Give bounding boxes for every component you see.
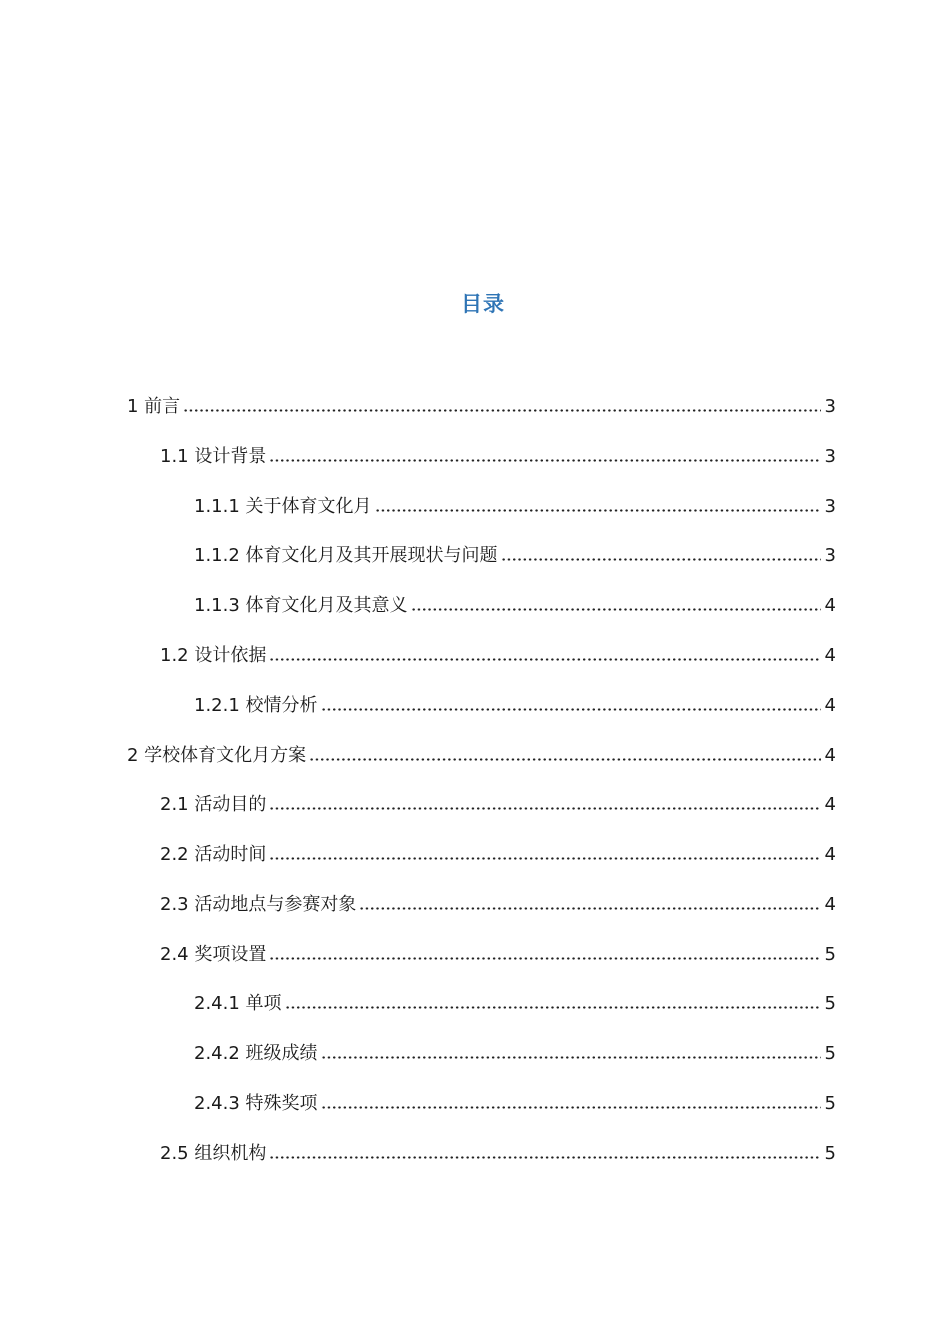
toc-entry[interactable] xyxy=(194,492,836,522)
dot-leader xyxy=(321,1054,821,1061)
toc-entry-label: 1.1.2 体育文化月及其开展现状与问题 xyxy=(194,545,498,566)
dot-leader xyxy=(269,1154,821,1161)
toc-entry[interactable] xyxy=(160,940,836,970)
toc-entry[interactable] xyxy=(194,1039,836,1069)
toc-entry-page: 4 xyxy=(824,745,836,766)
dot-leader xyxy=(269,955,821,962)
toc-entry-page: 5 xyxy=(824,1093,836,1114)
toc-entry-page: 4 xyxy=(824,844,836,865)
toc-entry-label: 2 学校体育文化月方案 xyxy=(127,745,307,766)
dot-leader xyxy=(269,457,821,464)
toc-entry[interactable] xyxy=(160,790,836,820)
toc-entry[interactable] xyxy=(160,442,836,472)
toc-entry[interactable] xyxy=(160,641,836,671)
toc-entry-label: 2.3 活动地点与参赛对象 xyxy=(160,894,357,915)
toc-entry[interactable] xyxy=(127,741,836,771)
toc-entry-page: 5 xyxy=(824,944,836,965)
toc-entry-page: 4 xyxy=(824,645,836,666)
toc-entry-label: 2.2 活动时间 xyxy=(160,844,267,865)
dot-leader xyxy=(375,507,821,514)
toc-entry-page: 4 xyxy=(824,695,836,716)
toc-entry-label: 1.2 设计依据 xyxy=(160,645,267,666)
dot-leader xyxy=(321,706,821,713)
dot-leader xyxy=(501,556,821,563)
toc-entry-page: 3 xyxy=(824,496,836,517)
toc-entry[interactable] xyxy=(194,1089,836,1119)
dot-leader xyxy=(183,407,821,414)
toc-entry-label: 2.4 奖项设置 xyxy=(160,944,267,965)
toc-entry-label: 1.1 设计背景 xyxy=(160,446,267,467)
dot-leader xyxy=(411,606,821,613)
toc-entry[interactable] xyxy=(160,890,836,920)
toc-entry[interactable] xyxy=(194,989,836,1019)
dot-leader xyxy=(269,656,821,663)
toc-entry-label: 1.1.3 体育文化月及其意义 xyxy=(194,595,408,616)
toc-entry-label: 1.1.1 关于体育文化月 xyxy=(194,496,372,517)
toc-entry-page: 3 xyxy=(824,396,836,417)
toc-entry-label: 2.1 活动目的 xyxy=(160,794,267,815)
toc-entry-label: 2.4.2 班级成绩 xyxy=(194,1043,318,1064)
dot-leader xyxy=(359,905,821,912)
dot-leader xyxy=(269,855,821,862)
toc-entry-label: 2.5 组织机构 xyxy=(160,1143,267,1164)
toc-entry-label: 1 前言 xyxy=(127,396,181,417)
toc-entry-page: 3 xyxy=(824,446,836,467)
toc-entry-page: 5 xyxy=(824,993,836,1014)
toc-entry-page: 4 xyxy=(824,894,836,915)
toc-entry-label: 1.2.1 校情分析 xyxy=(194,695,318,716)
toc-entry-page: 3 xyxy=(824,545,836,566)
toc-entry-page: 5 xyxy=(824,1143,836,1164)
toc-entry-page: 5 xyxy=(824,1043,836,1064)
page-title: 目录 xyxy=(461,292,505,316)
toc-entry[interactable] xyxy=(160,1139,836,1169)
toc-entry[interactable] xyxy=(194,591,836,621)
toc-entry[interactable] xyxy=(127,392,836,422)
dot-leader xyxy=(321,1104,821,1111)
toc-entry[interactable] xyxy=(194,691,836,721)
toc-entry-label: 2.4.3 特殊奖项 xyxy=(194,1093,318,1114)
toc-entry-label: 2.4.1 单项 xyxy=(194,993,282,1014)
dot-leader xyxy=(285,1004,821,1011)
dot-leader xyxy=(269,805,821,812)
toc-entry-page: 4 xyxy=(824,595,836,616)
toc-entry[interactable] xyxy=(194,541,836,571)
toc-entry[interactable] xyxy=(160,840,836,870)
dot-leader xyxy=(309,756,821,763)
toc-entry-page: 4 xyxy=(824,794,836,815)
